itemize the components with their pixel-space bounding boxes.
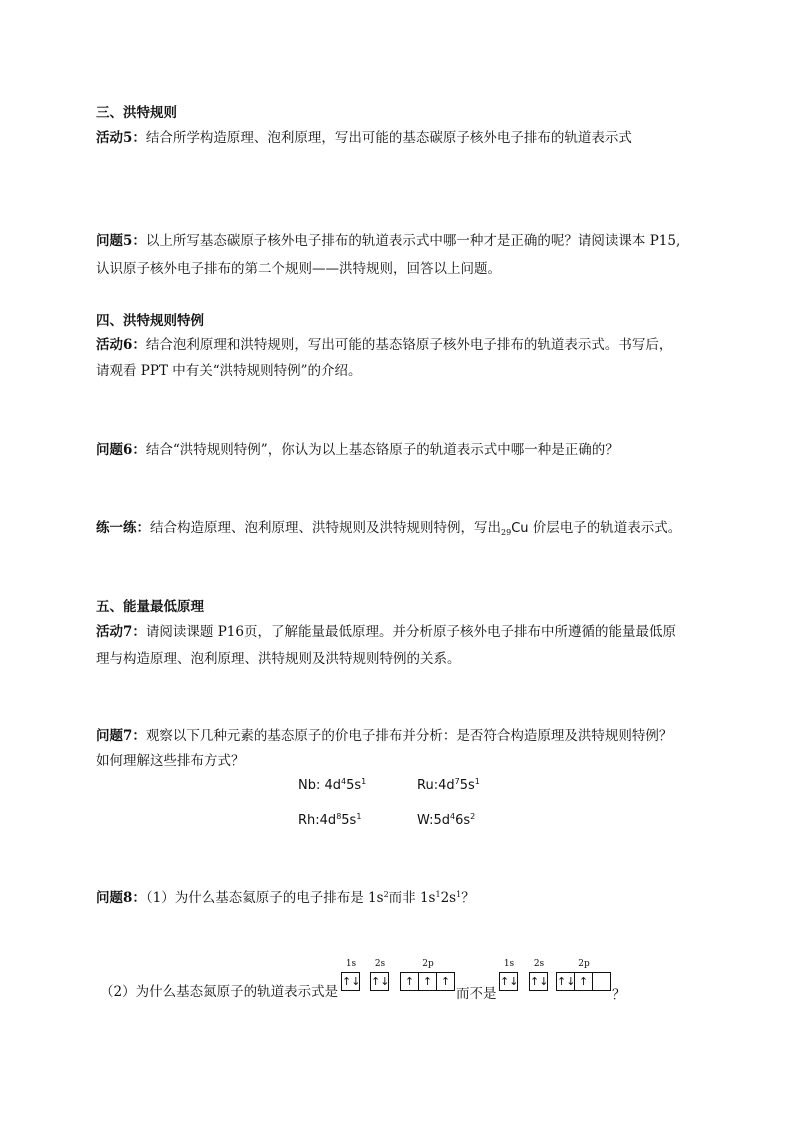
orbital-box: ↑↓ bbox=[557, 975, 576, 988]
practice bbox=[96, 518, 681, 543]
practice-label: 练一练： bbox=[96, 520, 150, 536]
activity-7-line-2: 理与构造原理、泡利原理、洪特规则及洪特规则特例的关系。 bbox=[96, 651, 461, 667]
activity-5-text: 结合所学构造原理、泡利原理，写出可能的基态碳原子核外电子排布的轨道表示式 bbox=[145, 130, 632, 146]
orbital-label: 2s bbox=[533, 959, 545, 969]
config-ru: $Ru:4d^75s^1$ bbox=[417, 777, 480, 793]
orbital-box: ↑ bbox=[419, 973, 437, 990]
question-5-line-1 bbox=[96, 231, 680, 251]
question-6 bbox=[96, 440, 619, 460]
question-5-label: 问题5： bbox=[96, 233, 146, 249]
orbital-label: 2p bbox=[422, 959, 434, 969]
activity-7-text-1: 请阅读课题 P16页，了解能量最低原理。并分析原子核外电子排布中所遵循的能量最低原 bbox=[145, 624, 676, 640]
question-8-part-2-end: ？ bbox=[612, 987, 626, 1003]
question-5-line-2: 认识原子核外电子排布的第二个规则——洪特规则，回答以上问题。 bbox=[96, 261, 501, 277]
orbital-label: 1s bbox=[345, 959, 357, 969]
question-8-label: 问题8： bbox=[96, 890, 146, 906]
question-6-label: 问题6： bbox=[96, 442, 146, 458]
orbital-correct-1s bbox=[341, 959, 361, 991]
orbital-box: ↑ bbox=[440, 975, 451, 988]
config-nb: Nb: $4d^45s^1$ bbox=[298, 777, 367, 793]
activity-5 bbox=[96, 128, 632, 148]
activity-6-label: 活动6： bbox=[96, 337, 146, 353]
orbital-wrong-2s bbox=[529, 959, 549, 991]
question-7-line-2: 如何理解这些排布方式？ bbox=[96, 753, 245, 769]
section-3-title: 三、洪特规则 bbox=[96, 105, 177, 121]
orbital-box: ↑↓ bbox=[500, 975, 519, 988]
practice-text-b: 价层电子的轨道表示式。 bbox=[528, 520, 682, 536]
question-7-label: 问题7： bbox=[96, 728, 146, 744]
question-6-text: 结合“洪特规则特例”，你认为以上基态铬原子的轨道表示式中哪一种是正确的？ bbox=[145, 442, 619, 458]
question-8-part-1: 问题8：（1）为什么基态氦原子的电子排布是 $1s^2$而非 $1s^12s^1$？ bbox=[96, 890, 475, 906]
orbital-box bbox=[593, 973, 610, 990]
orbital-label: 1s bbox=[503, 959, 515, 969]
activity-6-line-1 bbox=[96, 335, 672, 355]
section-4-title: 四、洪特规则特例 bbox=[96, 313, 204, 329]
orbital-box: ↑↓ bbox=[530, 975, 549, 988]
practice-element: Cu bbox=[511, 521, 529, 536]
config-rh: $Rh:4d^85s^1$ bbox=[298, 812, 362, 828]
activity-7-label: 活动7： bbox=[96, 624, 146, 640]
question-7-text-1: 观察以下几种元素的基态原子的价电子排布并分析：是否符合构造原理及洪特规则特例？ bbox=[145, 728, 673, 744]
orbital-label: 2s bbox=[374, 959, 386, 969]
practice-atomic-number: 29 bbox=[501, 528, 512, 537]
orbital-label: 2p bbox=[578, 959, 590, 969]
orbital-correct-2s bbox=[370, 959, 390, 991]
orbital-wrong-2p bbox=[556, 959, 612, 991]
question-8-part-2-text: （2）为什么基态氮原子的轨道表示式是 bbox=[100, 984, 339, 1000]
activity-6-line-2: 请观看 PPT 中有关“洪特规则特例”的介绍。 bbox=[96, 363, 362, 379]
question-5-text-1: 以上所写基态碳原子核外电子排布的轨道表示式中哪一种才是正确的呢？请阅读课本 P15, bbox=[145, 233, 681, 249]
activity-7-line-1 bbox=[96, 622, 676, 642]
activity-6-text-1: 结合泡利原理和洪特规则，写出可能的基态铬原子核外电子排布的轨道表示式。书写后， bbox=[145, 337, 673, 353]
orbital-box: ↑↓ bbox=[342, 975, 361, 988]
activity-5-label: 活动5： bbox=[96, 130, 146, 146]
orbital-box: ↑ bbox=[401, 973, 419, 990]
config-w: $W:5d^46s^2$ bbox=[417, 812, 476, 828]
question-8-part-2-mid: 而不是 bbox=[456, 986, 497, 1002]
orbital-wrong-1s bbox=[499, 959, 519, 991]
orbital-box: ↑↓ bbox=[371, 975, 390, 988]
practice-text-a: 结合构造原理、泡利原理、洪特规则及洪特规则特例，写出 bbox=[150, 520, 501, 536]
section-5-title: 五、能量最低原理 bbox=[96, 599, 204, 615]
question-7-line-1 bbox=[96, 726, 672, 746]
orbital-box: ↑ bbox=[575, 973, 593, 990]
orbital-correct-2p bbox=[400, 959, 456, 991]
